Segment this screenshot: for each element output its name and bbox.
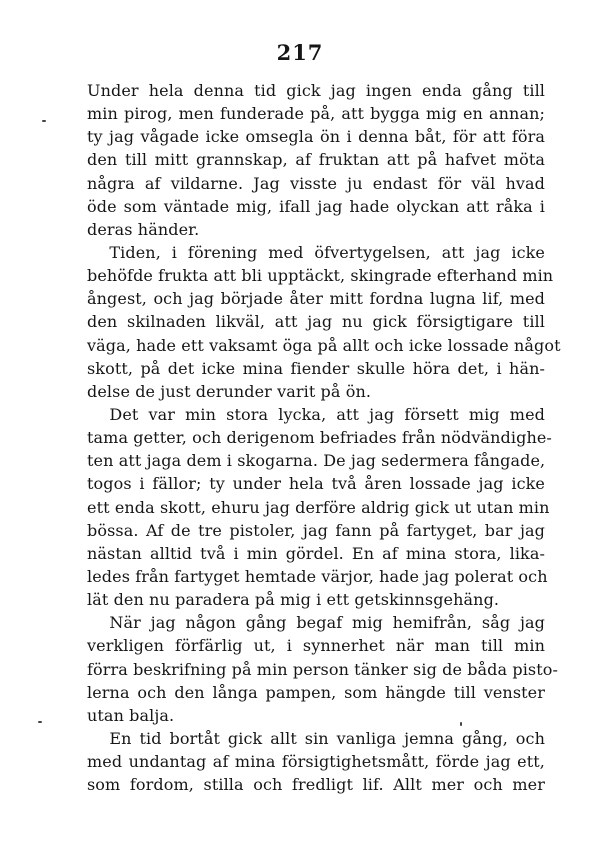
text-line: skott, på det icke mina fiender skulle höra det, i hän-	[87, 358, 545, 378]
text-line: Under hela denna tid gick jag ingen enda gång till	[87, 81, 545, 100]
text-line: med undantag af mina försigtighetsmått, förde jag ett,	[87, 752, 545, 772]
text-line: som fordom, stilla och fredligt lif. Allt mer och mer	[87, 775, 545, 795]
text-line: väga, hade ett vaksamt öga på allt och icke lossade något	[87, 335, 561, 355]
scan-speck	[42, 120, 46, 122]
text-line: verkligen förfärlig ut, i synnerhet när man till min	[87, 636, 545, 656]
paragraph-start-line: Tiden, i förening med öfvertygelsen, att jag icke	[109, 242, 545, 262]
text-line: den till mitt grannskap, af fruktan att på hafvet möta	[87, 150, 545, 170]
text-line: ten att jaga dem i skogarna. De jag sedermera fångade,	[87, 451, 546, 471]
text-line: deras händer.	[87, 219, 200, 239]
text-line: ty jag vågade icke omsegla ön i denna båt, för att föra	[87, 127, 545, 147]
text-line: några af vildarne. Jag visste ju endast för väl hvad	[87, 173, 545, 193]
text-line: ångest, och jag började åter mitt fordna lugna lif, med	[87, 289, 545, 309]
text-line: ett enda skott, ehuru jag derföre aldrig gick ut utan min	[87, 497, 550, 517]
text-line: togos i fällor; ty under hela två åren lossade jag icke	[87, 474, 545, 494]
paragraph-start-line: En tid bortåt gick allt sin vanliga jemna gång, och	[109, 728, 545, 748]
paragraph-start-line: Det var min stora lycka, att jag försett mig med	[109, 404, 545, 424]
text-line: bössa. Af de tre pistoler, jag fann på fartyget, bar jag	[87, 520, 545, 540]
text-line: min pirog, men funderade på, att bygga mig en annan;	[87, 104, 545, 124]
page-number: 217	[276, 40, 324, 65]
paragraph-start-line: När jag någon gång begaf mig hemifrån, såg jag	[109, 613, 545, 633]
text-line: tama getter, och derigenom befriades från nödvändighe-	[87, 428, 552, 448]
text-line: förra beskrifning på min person tänker sig de båda pisto-	[87, 659, 558, 679]
text-line: lerna och den långa pampen, som hängde till venster	[87, 682, 545, 702]
text-line: behöfde frukta att bli upptäckt, skingrade efterhand min	[87, 266, 554, 286]
body-text	[87, 79, 561, 796]
text-line: utan balja.	[87, 705, 175, 725]
scan-speck	[38, 721, 42, 723]
text-line: ledes från fartyget hemtade värjor, hade jag polerat och	[87, 566, 548, 586]
text-line: den skilnaden likväl, att jag nu gick försigtigare till	[87, 312, 545, 332]
text-line: nästan alltid två i min gördel. En af mina stora, lika-	[87, 543, 545, 563]
text-line: öde som väntade mig, ifall jag hade olyckan att råka i	[87, 196, 545, 216]
scan-speck	[460, 722, 462, 726]
text-line: lät den nu paradera på mig i ett getskinnsgehäng.	[87, 590, 500, 610]
text-line: delse de just derunder varit på ön.	[87, 381, 372, 401]
